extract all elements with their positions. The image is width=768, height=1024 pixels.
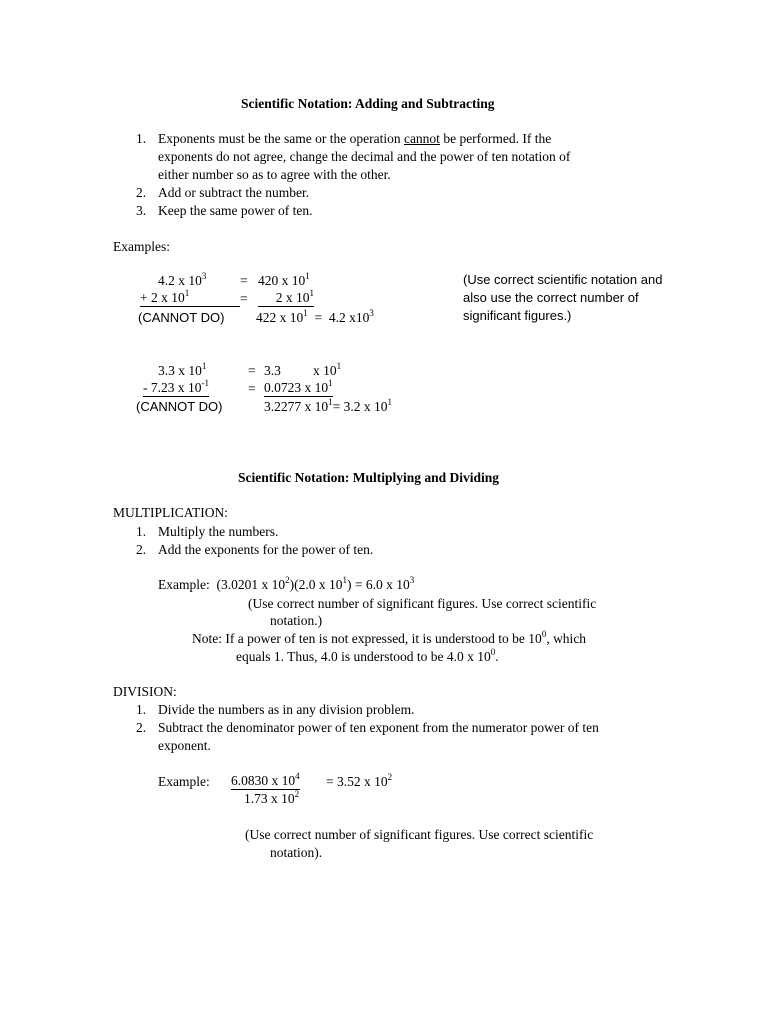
section-title-multiply-divide: Scientific Notation: Multiplying and Dividing <box>238 470 500 485</box>
ex2-row1-right-value: 3.3 <box>264 363 281 378</box>
ex2-row2-eq: = <box>248 381 256 396</box>
ex1-note-line-1: (Use correct scientific notation and <box>463 272 663 287</box>
ex2-row2-left: - 7.23 x $10^{-1}$ <box>143 377 209 395</box>
ex2-row1-left: 3.3 x $10^1$ <box>158 360 207 378</box>
mult-note-line-1: Note: If a power of ten is not expressed, it is understood to be $10^0$, which <box>192 628 587 646</box>
ex1-row1-eq: = <box>240 273 248 288</box>
ex1-row1-right: 420 x $10^1$ <box>258 270 310 288</box>
ex2-row2-right: 0.0723 x $10^1$ <box>264 377 333 395</box>
div-rule-1: 1. Divide the numbers as in any division problem. <box>136 702 415 717</box>
div-example-numerator: 6.0830 x $10^4$ <box>231 770 300 788</box>
rule-1-line-3: either number so as to agree with the other. <box>158 167 391 182</box>
div-paren-line-1: (Use correct number of significant figures. Use correct scientific <box>245 827 594 842</box>
mult-note-line-2: equals 1. Thus, 4.0 is understood to be 4.0 x $10^0$. <box>236 646 499 664</box>
ex1-row2-eq: = <box>240 291 248 306</box>
rule-1-line-2: exponents do not agree, change the decimal and the power of ten notation of <box>158 149 571 164</box>
div-paren-line-2: notation). <box>270 845 323 860</box>
division-label: DIVISION: <box>113 684 177 699</box>
mult-paren-line-1: (Use correct number of significant figures. Use correct scientific <box>248 596 597 611</box>
div-example-denominator: 1.73 x $10^2$ <box>244 788 300 806</box>
ex2-row1-eq: = <box>248 363 256 378</box>
mult-rule-2: 2. Add the exponents for the power of ten. <box>136 542 374 557</box>
ex2-cannot-do: (CANNOT DO) <box>136 399 223 414</box>
div-example-result: = 3.52 x $10^2$ <box>326 771 393 789</box>
rule-2: 2. Add or subtract the number. <box>136 185 310 200</box>
examples-label: Examples: <box>113 239 170 254</box>
div-rule-2-line-2: exponent. <box>158 738 211 753</box>
div-example-label: Example: <box>158 774 210 789</box>
ex1-note-line-2: also use the correct number of <box>463 290 639 305</box>
rule-3: 3. Keep the same power of ten. <box>136 203 313 218</box>
ex2-sum: 3.2277 x $10^1= 3.2$ x $10^1$ <box>264 396 392 414</box>
ex1-note-line-3: significant figures.) <box>463 308 572 323</box>
div-rule-2: 2. Subtract the denominator power of ten exponent from the numerator power of ten <box>136 720 599 735</box>
mult-rule-1: 1. Multiply the numbers. <box>136 524 279 539</box>
rule-1: 1. Exponents must be the same or the operation cannot be performed. If the <box>136 131 552 146</box>
ex1-row1-left: 4.2 x $10^3$ <box>158 270 207 288</box>
ex1-sum: 422 x $10^1 = 4.2$ $x10^3$ <box>256 307 374 325</box>
ex2-row1-right-power: x $10^1$ <box>313 360 342 378</box>
section-title-add-subtract: Scientific Notation: Adding and Subtracting <box>241 96 495 111</box>
mult-paren-line-2: notation.) <box>270 613 323 628</box>
ex1-row2-right: 2 x $10^1$ <box>258 290 314 307</box>
mult-example: Example: (3.0201 x $10^2)(2.0$ x $10^1) = 6.0$ x $10^3$ <box>158 574 415 592</box>
multiplication-label: MULTIPLICATION: <box>113 505 229 520</box>
ex1-cannot-do: (CANNOT DO) <box>138 310 225 325</box>
ex1-row2-left: + 2 x $10^1$ <box>140 290 240 307</box>
